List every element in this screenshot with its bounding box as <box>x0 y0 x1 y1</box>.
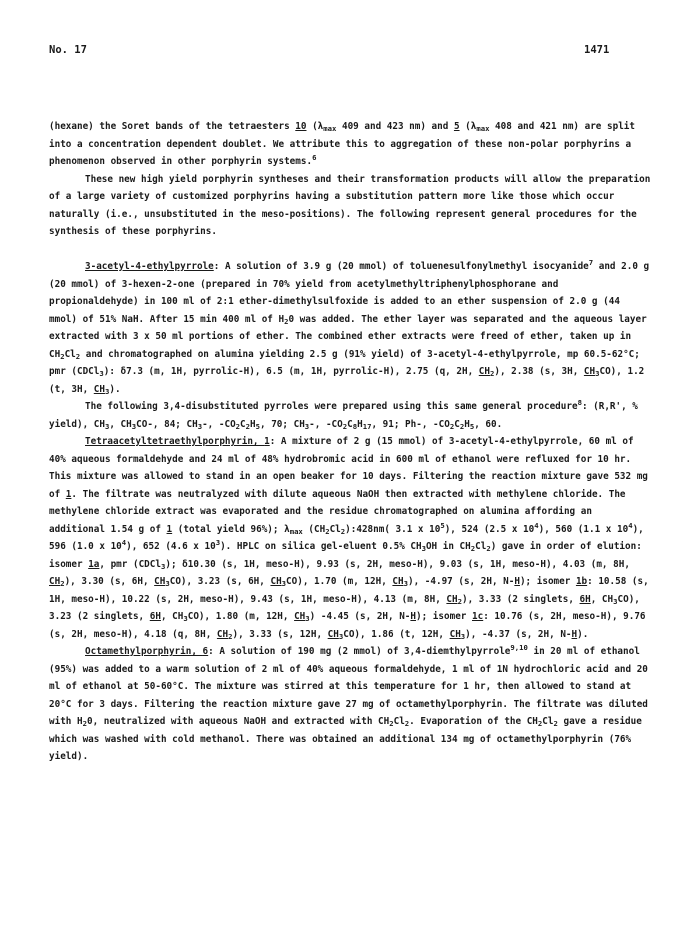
compound-heading: 3-acetyl-4-ethylpyrrole <box>85 261 214 272</box>
paragraph-octamethylporphyrin: Octamethylporphyrin, 6: A solution of 190 mg (2 mmol) of 3,4-diemthylpyrrole$^{9,10}$ in 20 ml of ethanol (95%) was added to a warm solution of 2 ml of 40% aqueous formaldehyde, 1 ml of 1N hydrochloric acid and 20 ml of ethanol at 50-60°C. The mixture was stirred at this temperature for 1 hr, then allowed to stand at 20°C for 3 days. Filtering the reaction mixture gave 27 mg of octamethylporphyrin. The filtrate was diluted with $H_20$, neutralized with aqueous NaOH and extracted with $CH_2Cl_2$. Evaporation of the $CH_2Cl_2$ gave a residue which was washed with cold methanol. There was obtained an additional 134 mg of octamethylporphyrin (76% yield). <box>49 643 648 762</box>
page-number: 1471 <box>584 44 610 56</box>
article-body <box>49 118 652 766</box>
paragraph-acetylethylpyrrole: 3-acetyl-4-ethylpyrrole: A solution of 3.9 g (20 mmol) of toluenesulfonylmethyl isocyanide$^7$ and 2.0 g (20 mmol) of 3-hexen-2-one (prepared in 70% yield from acetylmethyltriphenylphosphorane and propionaldehyde) in 100 ml of 2:1 ether-dimethylsulfoxide is added to an ether suspension of 2.0 g (44 mmol) of 51% NaH. After 15 min 400 ml of $H_20$ was added. The ether layer was separated and the aqueous layer extracted with 3 x 50 ml portions of ether. The combined ether extracts were freed of ether, taken up in $CH_2Cl_2$ and chromatographed on alumina yielding 2.5 g (91% yield) of 3-acetyl-4-ethylpyrrole, mp 60.5-62°C; pmr (CDCl$_3$): δ7.3 (m, 1H, pyrrolic-H), 6.5 (m, 1H, pyrrolic-H), 2.75 (q, 2H, $CH_2$), 2.38 (s, 3H, $CH_3CO$), 1.2 (t, 3H, $CH_3$). <box>49 258 650 396</box>
journal-issue: No. 17 <box>49 44 87 56</box>
compound-heading: Tetraacetyltetraethylporphyrin, <box>85 436 265 447</box>
paragraph-soret-bands: (hexane) the Soret bands of the tetraesters 10 ($\lambda_{max}$ 409 and 423 nm) and 5 ($\lambda_{max}$ 408 and 421 nm) are split into a concentration dependent doublet. We attribute this to aggregation of these non-polar porphyrins a phenomenon observed in other porphyrin systems.$^6$ <box>49 121 635 167</box>
compound-heading: Octamethylporphyrin, <box>85 646 203 657</box>
paragraph-high-yield: These new high yield porphyrin syntheses and their transformation products will allow the preparation of a large variety of customized porphyrins having a substitution pattern more like those which occur naturally (i.e., unsubstituted in the meso-positions). The following represent general procedures for the synthesis of these porphyrins. <box>49 173 651 237</box>
paragraph-disubstituted-pyrroles: The following 3,4-disubstituted pyrroles were prepared using this same general procedure$^8$: (R,R', % yield), $CH_3$, $CH_3CO-$, 84; $CH_3-$, $-CO_2C_2H_5$, 70; $CH_3-$, $-CO_2C_8H_{17}$, 91; Ph-, $-CO_2C_2H_5$, 60. <box>49 398 638 431</box>
paragraph-tetraacetylporphyrin: Tetraacetyltetraethylporphyrin, 1: A mixture of 2 g (15 mmol) of 3-acetyl-4-ethylpyrrole, 60 ml of 40% aqueous formaldehyde and 24 ml of 48% hydrobromic acid in 600 ml of ethanol were refluxed for 10 hr. This mixture was allowed to stand in an open beaker for 10 days. Filtering the reaction mixture gave 532 mg of 1. The filtrate was neutralyzed with dilute aqueous NaOH then extracted with methylene chloride. The methylene chloride extract was evaporated and the residue chromatographed on alumina affording an additional 1.54 g of 1 (total yield 96%); $\lambda_{max}$ $(CH_2Cl_2):428nm$( 3.1 x $10^5$), 524 (2.5 x $10^4$), 560 (1.1 x $10^4$), 596 (1.0 x $10^4$), 652 (4.6 x $10^3$). HPLC on silica gel-eluent 0.5% $CH_3OH$ in $CH_2Cl_2$) gave in order of elution: isomer 1a, pmr (CDCl$_3$); δ10.30 (s, 1H, meso-H), 9.93 (s, 2H, meso-H), 9.03 (s, 1H, meso-H), 4.03 (m, 8H, $CH_2$), 3.30 (s, 6H, $CH_3CO$), 3.23 (s, 6H, $CH_3CO$), 1.70 (m, 12H, $CH_3$), -4.97 (s, 2H, N-H); isomer 1b: 10.58 (s, 1H, meso-H), 10.22 (s, 2H, meso-H), 9.43 (s, 1H, meso-H), 4.13 (m, 8H, $CH_2$), 3.33 (2 singlets, 6H, $CH_3CO$), 3.23 (2 singlets, 6H, $CH_3CO$), 1.80 (m, 12H, $CH_3$) -4.45 (s, 2H, N-H); isomer 1c: 10.76 (s, 2H, meso-H), 9.76 (s, 2H, meso-H), 4.18 (q, 8H, $CH_2$), 3.33 (s, 12H, $CH_3CO$), 1.86 (t, 12H, $CH_3$), -4.37 (s, 2H, N-H). <box>49 436 649 641</box>
